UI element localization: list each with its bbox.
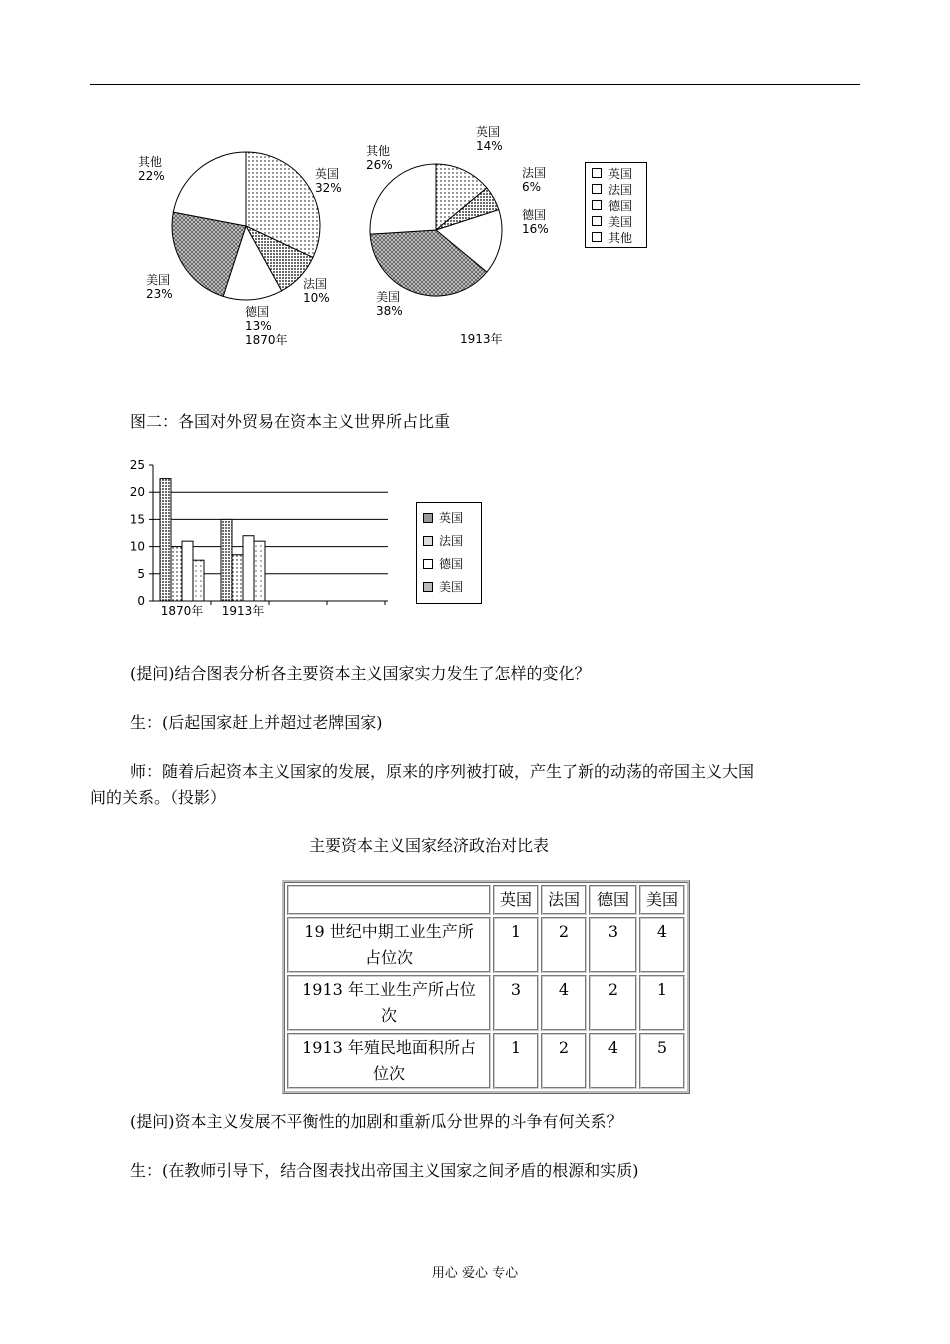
question-2: (提问)资本主义发展不平衡性的加剧和重新瓜分世界的斗争有何关系？ — [130, 1112, 623, 1131]
y-tick-label: 25 — [129, 458, 145, 472]
figure2-caption: 图二：各国对外贸易在资本主义世界所占比重 — [130, 412, 451, 431]
pie-legend-item: 其他 — [586, 229, 646, 245]
pie-charts-figure — [0, 100, 950, 370]
pie1870-label-other: 其他 22% — [138, 155, 165, 183]
bar-legend-item: 德国 — [417, 552, 481, 575]
table-cell: 3 — [589, 917, 637, 973]
pie1870-label-de: 德国 13% 1870年 — [245, 305, 288, 347]
pie1870-label-fr: 法国 10% — [303, 277, 330, 305]
pie-legend-item: 德国 — [586, 197, 646, 213]
bar-德国-1870年 — [182, 541, 193, 601]
table-cell: 3 — [493, 975, 539, 1031]
table-header-cell — [287, 885, 491, 915]
table-cell: 2 — [541, 1033, 587, 1089]
table-cell: 1 — [639, 975, 685, 1031]
pie1913-label-us: 美国 38% — [376, 290, 403, 318]
answer-2: 生：(在教师引导下，结合图表找出帝国主义国家之间矛盾的根源和实质) — [130, 1161, 639, 1180]
y-tick-label: 10 — [129, 539, 145, 554]
pie-legend-item: 美国 — [586, 213, 646, 229]
question-1: (提问)结合图表分析各主要资本主义国家实力发生了怎样的变化？ — [130, 664, 591, 683]
legend-swatch — [592, 232, 602, 242]
table-cell: 4 — [541, 975, 587, 1031]
comparison-table — [282, 880, 690, 1094]
legend-swatch — [423, 513, 433, 523]
y-tick-label: 5 — [137, 566, 145, 581]
pie1913-label-fr: 法国 6% — [522, 166, 547, 194]
bar-英国-1870年 — [160, 479, 171, 601]
table-cell: 4 — [639, 917, 685, 973]
pie1913-label-uk: 英国 14% — [476, 125, 503, 153]
table-cell: 1 — [493, 917, 539, 973]
table-cell: 5 — [639, 1033, 685, 1089]
table-row — [287, 1033, 685, 1089]
table-header-cell: 英国 — [493, 885, 539, 915]
bar-法国-1870年 — [171, 547, 182, 601]
pie1870-label-us: 美国 23% — [146, 273, 173, 301]
table-title: 主要资本主义国家经济政治对比表 — [309, 836, 550, 855]
table-row-label: 19 世纪中期工业生产所 占位次 — [287, 917, 491, 973]
teacher-line-1: 师：随着后起资本主义国家的发展，原来的序列被打破，产生了新的动荡的帝国主义大国 — [130, 762, 755, 781]
y-tick-label: 0 — [137, 594, 145, 608]
y-tick-label: 20 — [129, 485, 145, 500]
table-row — [287, 975, 685, 1031]
legend-swatch — [592, 200, 602, 210]
table-header-cell: 美国 — [639, 885, 685, 915]
legend-swatch — [423, 582, 433, 592]
bar-英国-1913年 — [221, 519, 232, 601]
bar-legend-item: 英国 — [417, 506, 481, 529]
bar-legend-item: 法国 — [417, 529, 481, 552]
answer-1: 生：(后起国家赶上并超过老牌国家) — [130, 713, 383, 732]
bar-legend — [416, 502, 482, 604]
bar-美国-1870年 — [193, 560, 204, 601]
trade-bar-chart — [120, 455, 400, 625]
legend-swatch — [592, 184, 602, 194]
table-cell: 2 — [589, 975, 637, 1031]
pie-legend-item: 英国 — [586, 165, 646, 181]
pie-legend-item: 法国 — [586, 181, 646, 197]
legend-swatch — [423, 559, 433, 569]
table-cell: 1 — [493, 1033, 539, 1089]
teacher-line-2: 间的关系。（投影） — [90, 788, 227, 807]
y-tick-label: 15 — [129, 512, 145, 527]
x-category-label: 1913年 — [221, 604, 265, 618]
bar-legend-item: 美国 — [417, 575, 481, 598]
bar-法国-1913年 — [232, 555, 243, 601]
table-cell: 2 — [541, 917, 587, 973]
table-header-cell: 法国 — [541, 885, 587, 915]
pie1870-label-uk: 英国 32% — [315, 167, 342, 195]
pie1913-label-other: 其他 26% — [366, 144, 393, 172]
pie-slice-其他 — [370, 164, 436, 234]
table-header-row — [287, 885, 685, 915]
legend-swatch — [592, 216, 602, 226]
legend-swatch — [592, 168, 602, 178]
table-row-label: 1913 年殖民地面积所占 位次 — [287, 1033, 491, 1089]
legend-swatch — [423, 536, 433, 546]
page-footer: 用心 爱心 专心 — [431, 1266, 519, 1281]
x-category-label: 1870年 — [160, 604, 204, 618]
pie1913-year: 1913年 — [460, 332, 503, 346]
table-cell: 4 — [589, 1033, 637, 1089]
bar-美国-1913年 — [254, 541, 265, 601]
header-rule — [90, 84, 860, 85]
table-row — [287, 917, 685, 973]
pie1913-label-de: 德国 16% — [522, 208, 549, 236]
bar-德国-1913年 — [243, 536, 254, 601]
table-header-cell: 德国 — [589, 885, 637, 915]
pie-legend — [585, 162, 647, 248]
table-row-label: 1913 年工业生产所占位 次 — [287, 975, 491, 1031]
